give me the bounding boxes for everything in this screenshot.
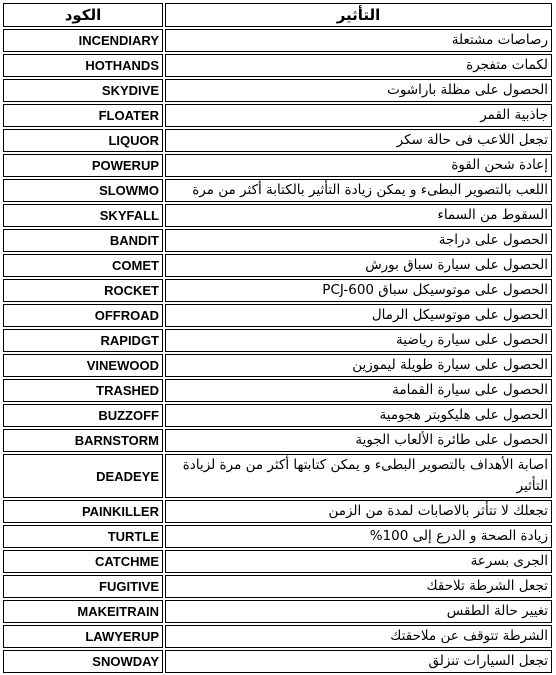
cheat-effect-cell: اصابة الأهداف بالتصوير البطىء و يمكن كتابتها أكثر من مرة لزيادة التأثير <box>165 454 552 498</box>
cheat-effect-cell: تجعل اللاعب فى حالة سكر <box>165 129 552 152</box>
code-column-header: الكود <box>3 3 163 27</box>
table-row <box>3 550 552 573</box>
cheat-code-cell: SKYDIVE <box>3 79 163 102</box>
cheat-code-cell: FLOATER <box>3 104 163 127</box>
table-row <box>3 279 552 302</box>
cheat-effect-cell: الحصول على موتوسيكل سباق PCJ-600 <box>165 279 552 302</box>
table-row <box>3 575 552 598</box>
cheat-effect-cell: الحصول على سيارة القمامة <box>165 379 552 402</box>
cheat-code-cell: OFFROAD <box>3 304 163 327</box>
cheat-effect-cell: الحصول على دراجة <box>165 229 552 252</box>
cheat-code-cell: COMET <box>3 254 163 277</box>
cheat-effect-cell: إعادة شحن القوة <box>165 154 552 177</box>
cheat-code-cell: ROCKET <box>3 279 163 302</box>
table-row <box>3 154 552 177</box>
cheat-effect-cell: تغيير حالة الطقس <box>165 600 552 623</box>
cheat-effect-cell: تجعل السيارات تنزلق <box>165 650 552 673</box>
cheat-code-cell: DEADEYE <box>3 454 163 498</box>
table-row <box>3 179 552 202</box>
table-row <box>3 29 552 52</box>
table-row <box>3 404 552 427</box>
cheat-effect-cell: السقوط من السماء <box>165 204 552 227</box>
table-row <box>3 329 552 352</box>
cheat-code-cell: SKYFALL <box>3 204 163 227</box>
table-row <box>3 79 552 102</box>
cheat-code-cell: INCENDIARY <box>3 29 163 52</box>
cheat-effect-cell: رصاصات مشتعلة <box>165 29 552 52</box>
table-row <box>3 525 552 548</box>
cheat-effect-cell: الحصول على سيارة رياضية <box>165 329 552 352</box>
cheat-effect-cell: الحصول على سيارة طويلة ليموزين <box>165 354 552 377</box>
header-row <box>3 3 552 27</box>
cheat-code-cell: HOTHANDS <box>3 54 163 77</box>
table-row <box>3 354 552 377</box>
table-row <box>3 129 552 152</box>
cheat-effect-cell: الجرى بسرعة <box>165 550 552 573</box>
cheat-effect-cell: الحصول على مظلة باراشوت <box>165 79 552 102</box>
cheat-code-cell: CATCHME <box>3 550 163 573</box>
cheat-code-cell: BANDIT <box>3 229 163 252</box>
cheat-code-cell: BARNSTORM <box>3 429 163 452</box>
cheat-code-cell: FUGITIVE <box>3 575 163 598</box>
table-row <box>3 600 552 623</box>
table-row <box>3 500 552 523</box>
table-row <box>3 204 552 227</box>
table-row <box>3 54 552 77</box>
cheat-effect-cell: الحصول على سيارة سباق بورش <box>165 254 552 277</box>
table-row <box>3 379 552 402</box>
cheat-effect-cell: جاذبية القمر <box>165 104 552 127</box>
cheat-code-cell: TRASHED <box>3 379 163 402</box>
cheat-effect-cell: الحصول على موتوسيكل الرمال <box>165 304 552 327</box>
cheat-effect-cell: لكمات متفجرة <box>165 54 552 77</box>
cheat-code-cell: RAPIDGT <box>3 329 163 352</box>
cheat-code-cell: PAINKILLER <box>3 500 163 523</box>
cheat-code-cell: VINEWOOD <box>3 354 163 377</box>
cheat-code-cell: LAWYERUP <box>3 625 163 648</box>
cheat-code-cell: POWERUP <box>3 154 163 177</box>
cheat-effect-cell: الحصول على هليكوبتر هجومية <box>165 404 552 427</box>
table-row <box>3 104 552 127</box>
table-row <box>3 229 552 252</box>
cheat-code-cell: LIQUOR <box>3 129 163 152</box>
cheat-code-cell: TURTLE <box>3 525 163 548</box>
cheat-code-cell: MAKEITRAIN <box>3 600 163 623</box>
cheat-effect-cell: تجعل الشرطة تلاحقك <box>165 575 552 598</box>
table-row <box>3 454 552 498</box>
cheat-code-cell: SLOWMO <box>3 179 163 202</box>
table-row <box>3 304 552 327</box>
cheat-effect-cell: اللعب بالتصوير البطىء و يمكن زيادة التأثير بالكتابة أكثر من مرة <box>165 179 552 202</box>
table-row <box>3 429 552 452</box>
cheat-codes-table <box>1 1 554 675</box>
cheat-effect-cell: زيادة الصحة و الدرع إلى 100% <box>165 525 552 548</box>
cheat-code-cell: BUZZOFF <box>3 404 163 427</box>
cheat-effect-cell: الحصول على طائرة الألعاب الجوية <box>165 429 552 452</box>
cheat-effect-cell: تجعلك لا تتأثر بالاصابات لمدة من الزمن <box>165 500 552 523</box>
cheat-code-cell: SNOWDAY <box>3 650 163 673</box>
cheat-effect-cell: الشرطة تتوقف عن ملاحقتك <box>165 625 552 648</box>
table-row <box>3 254 552 277</box>
effect-column-header: التأثير <box>165 3 552 27</box>
table-row <box>3 625 552 648</box>
